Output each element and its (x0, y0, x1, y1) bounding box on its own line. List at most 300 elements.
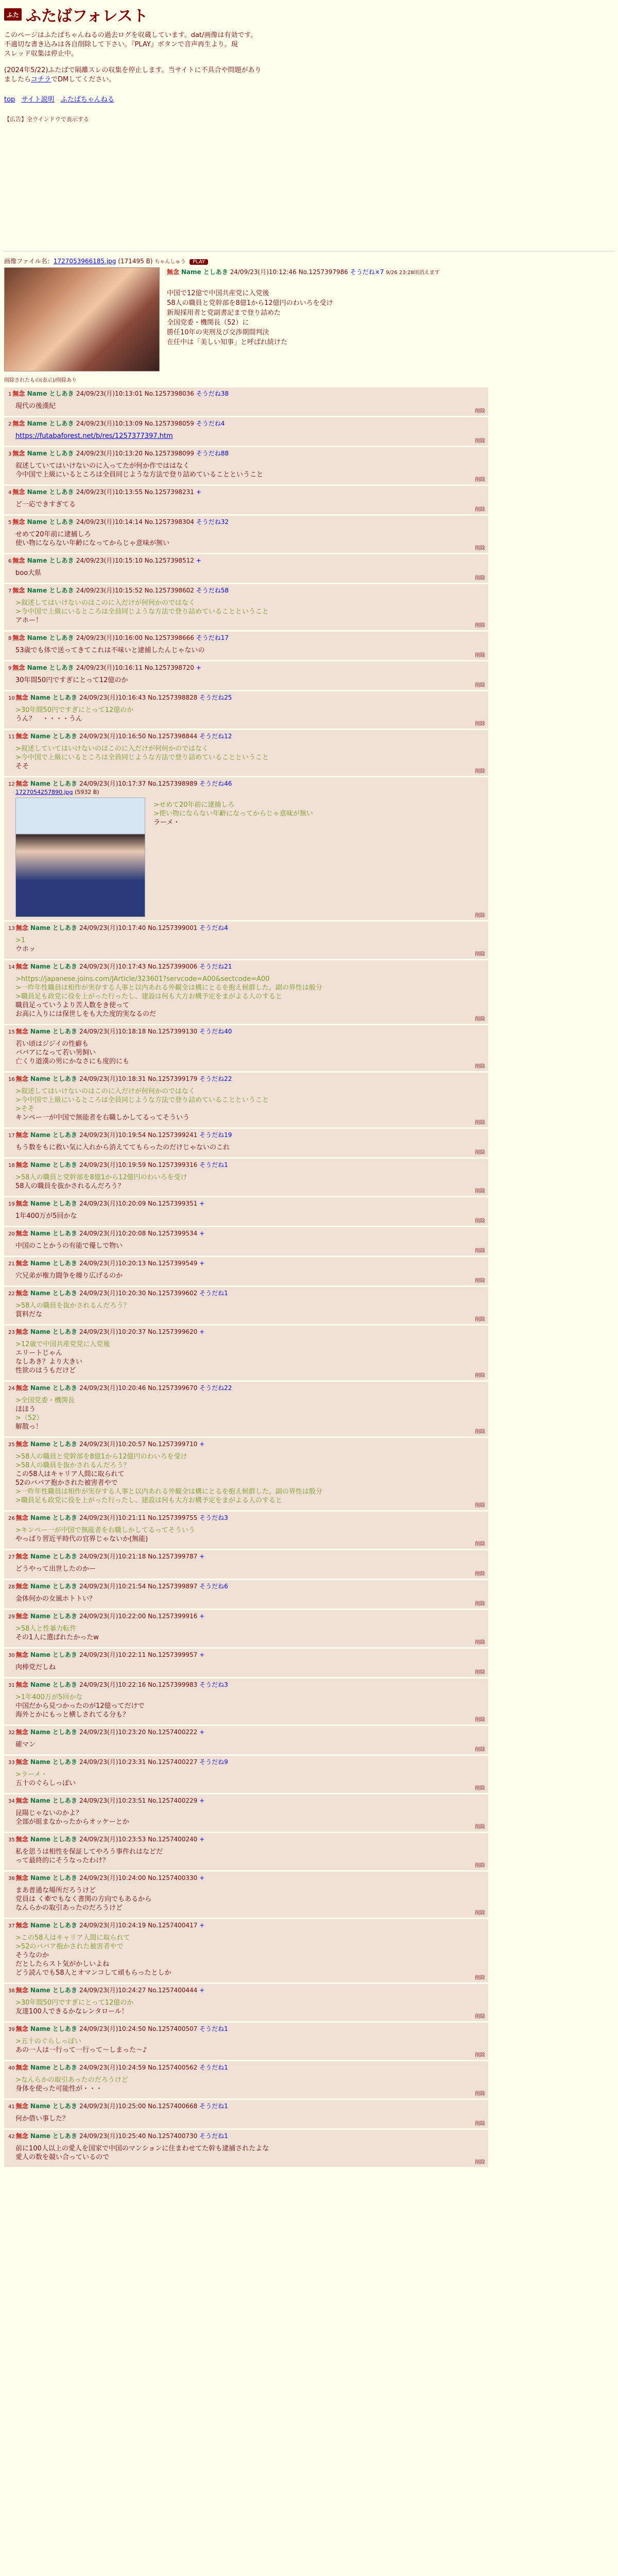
reply-date: 24/09/23(月)10:23:53 No.1257400240 (79, 1836, 200, 1843)
reply-number: 36 (8, 1876, 15, 1882)
reply-number: 25 (8, 1442, 15, 1448)
reply-date: 24/09/23(月)10:14:14 No.1257398304 (76, 518, 196, 526)
reply-date: 24/09/23(月)10:21:18 No.1257399787 (79, 1553, 200, 1560)
reply-name: Name としあき (30, 1328, 80, 1335)
reply-list (0, 383, 618, 2167)
sodane-button[interactable]: そうだね88 (196, 450, 229, 457)
reply-subject: 無念 (15, 1384, 30, 1392)
reply-post (4, 387, 488, 416)
sodane-button[interactable]: そうだね1 (199, 1290, 228, 1297)
delete-button[interactable]: 削除 (475, 409, 485, 414)
reply-number: 9 (8, 666, 12, 671)
delete-button[interactable]: 削除 (475, 1429, 485, 1435)
futaba-link[interactable]: ふたばちゃんねる (60, 96, 114, 104)
reply-name: Name としあき (30, 1758, 80, 1766)
reply-header (8, 1651, 484, 1660)
sodane-button[interactable]: そうだね4 (196, 420, 225, 427)
sodane-button[interactable]: そうだね17 (196, 634, 229, 641)
sodane-button[interactable]: そうだね21 (199, 963, 232, 970)
reply-subject: 無念 (15, 1728, 30, 1736)
delete-button[interactable]: 削除 (475, 1717, 485, 1723)
reply-name: Name としあき (27, 420, 76, 427)
reply-post (4, 1512, 488, 1549)
reply-date: 24/09/23(月)10:17:40 No.1257399001 (79, 924, 200, 931)
delete-button[interactable]: 削除 (475, 1975, 485, 1981)
page-header (0, 0, 618, 123)
reply-text: >せめて20年前に逮捕しろ >使い物にならない年齢になってからじゃ意味が無い ラーメ・ (153, 801, 313, 826)
reply-number: 32 (8, 1730, 15, 1736)
reply-header (8, 1582, 484, 1591)
reply-name: Name としあき (30, 1260, 80, 1267)
sodane-button[interactable]: + (196, 488, 201, 496)
sodane-button[interactable]: そうだね38 (196, 390, 229, 397)
delete-button[interactable]: 削除 (475, 913, 485, 919)
delete-button[interactable]: 削除 (475, 1120, 485, 1126)
reply-name: Name としあき (30, 1440, 80, 1448)
delete-button[interactable]: 削除 (475, 721, 485, 727)
delete-button[interactable]: 削除 (475, 507, 485, 513)
sodane-button[interactable]: そうだね1 (199, 1161, 228, 1168)
delete-button[interactable]: 削除 (475, 1910, 485, 1916)
reply-number: 38 (8, 1988, 15, 1994)
reply-number: 16 (8, 1077, 15, 1082)
op-text: 中国で12億で中国共産党に入党後 58人の職員と党幹部を8億1から12億円のわいろを受け 新規採用者と党副書記まで登り詰めた 全国党委・機関長（52）に 勝任10年の実刑及び交渉期間判決 在任中は「美しい知事」と呼ばれ続けた (167, 290, 333, 346)
sodane-button[interactable]: そうだね12 (199, 733, 232, 740)
reply-subject: 無念 (15, 1514, 30, 1521)
sodane-button[interactable]: そうだね46 (199, 780, 232, 787)
sodane-button[interactable]: そうだね1 (199, 2132, 228, 2140)
delete-button[interactable]: 削除 (475, 1541, 485, 1547)
reply-text: >1年400万が5回かな 中国だから見つかったのが12億ってだけで 海外とかにもっと横しされてる分も？ (15, 1693, 145, 1719)
reply-post (4, 1287, 488, 1324)
reply-header (8, 693, 484, 703)
reply-header (8, 962, 484, 972)
reply-header (8, 518, 484, 527)
reply-name: Name としあき (30, 963, 80, 970)
reply-header (8, 1384, 484, 1393)
reply-date: 24/09/23(月)10:20:13 No.1257399549 (79, 1260, 200, 1267)
delete-button[interactable]: 削除 (475, 1373, 485, 1379)
reply-text: >なんらかの取引あったのだろうけど 身体を使った可能性が・・・ (15, 2076, 128, 2093)
reply-number: 13 (8, 926, 15, 931)
reply-name: Name としあき (30, 1797, 80, 1804)
reply-number: 5 (8, 520, 12, 526)
reply-text: boo大県 (15, 569, 42, 577)
reply-post (4, 417, 488, 446)
delete-button[interactable]: 削除 (475, 438, 485, 444)
reply-name: Name としあき (30, 1290, 80, 1297)
reply-subject: 無念 (15, 924, 30, 931)
sodane-button[interactable]: + (199, 1874, 205, 1882)
sodane-button[interactable]: + (199, 1836, 205, 1843)
reply-number: 4 (8, 490, 12, 496)
reply-header (8, 2132, 484, 2141)
reply-name: Name としあき (30, 924, 80, 931)
reply-post (4, 1159, 488, 1196)
delete-button[interactable]: 削除 (475, 1786, 485, 1791)
reply-number: 3 (8, 451, 12, 457)
reply-text: まあ普通な場所だろうけど 党員は く牽でもなく書関の方向でもあるから なんらかの取引あったのだろうけど (15, 1887, 152, 1912)
reply-date: 24/09/23(月)10:16:50 No.1257398844 (79, 733, 200, 740)
reply-subject: 無念 (15, 1553, 30, 1560)
sodane-button[interactable]: + (199, 1230, 205, 1237)
sodane-button[interactable]: そうだね1 (199, 2025, 228, 2032)
reply-header (8, 1161, 484, 1170)
reply-date: 24/09/23(月)10:20:37 No.1257399620 (79, 1328, 200, 1335)
reply-text: >30年間50円ですぎにとって12億のか 友達100人できるかなレンタロール！ (15, 1999, 134, 2015)
reply-number: 15 (8, 1029, 15, 1035)
reply-header (8, 1612, 484, 1621)
reply-text: 昆陽じゃないのかよ？ 全部が組まなかったからオッケーとか (15, 1809, 129, 1826)
reply-name: Name としあき (30, 1131, 80, 1139)
reply-number: 28 (8, 1584, 15, 1590)
reply-post (4, 632, 488, 660)
delete-button[interactable]: 削除 (475, 653, 485, 658)
sodane-button[interactable]: + (199, 1440, 205, 1448)
reply-post (4, 1257, 488, 1285)
reply-date: 24/09/23(月)10:24:19 No.1257400417 (79, 1922, 200, 1929)
reply-number: 21 (8, 1261, 15, 1267)
reply-file-line (15, 789, 484, 795)
reply-text: >全国党委・機関長 ほほう >（52） 解散っ！ (15, 1397, 75, 1431)
sodane-button[interactable]: + (199, 1987, 205, 1994)
reply-date: 24/09/23(月)10:13:09 No.1257398059 (76, 420, 196, 427)
delete-button[interactable]: 削除 (475, 546, 485, 551)
delete-button[interactable]: 削除 (475, 1150, 485, 1156)
reply-text: >58人の職員を抜かされるんだろう？ 賞料だな (15, 1302, 130, 1318)
reply-text: >キンペー一が中国で無能者を右職しかしてるってそういう やっぱり習近平時代の官界じゃないか(無能) (15, 1527, 195, 1543)
sodane-button[interactable]: そうだね58 (196, 587, 229, 594)
delete-button[interactable]: 削除 (475, 623, 485, 629)
reply-name: Name としあき (30, 1922, 80, 1929)
reply-number: 39 (8, 2027, 15, 2032)
reply-date: 24/09/23(月)10:25:40 No.1257400730 (79, 2132, 200, 2140)
reply-post (4, 486, 488, 514)
sodane-button[interactable]: そうだね1 (199, 2064, 228, 2071)
reply-header (8, 449, 484, 459)
delete-button[interactable]: 削除 (475, 683, 485, 688)
delete-button[interactable]: 削除 (475, 1278, 485, 1284)
reply-post (4, 777, 488, 920)
sodane-button[interactable]: + (199, 1328, 205, 1335)
reply-post (4, 1438, 488, 1510)
reply-header (8, 556, 484, 566)
reply-name: Name としあき (30, 2025, 80, 2032)
reply-number: 31 (8, 1683, 15, 1688)
reply-number: 19 (8, 1201, 15, 1207)
reply-header (8, 2025, 484, 2034)
reply-header (8, 1552, 484, 1562)
sodane-button[interactable]: そうだね6 (199, 1583, 228, 1590)
reply-post (4, 960, 488, 1024)
sodane-button[interactable]: そうだね3 (199, 1514, 228, 1521)
sodane-button[interactable]: + (196, 664, 201, 671)
reply-name: Name としあき (30, 1728, 80, 1736)
sodane-button[interactable]: そうだね×7 (350, 268, 384, 276)
reply-date: 24/09/23(月)10:13:55 No.1257398231 (76, 488, 196, 496)
reply-subject: 無念 (15, 1987, 30, 1994)
reply-text: どうやって出世したのかー (15, 1565, 96, 1573)
reply-number: 35 (8, 1837, 15, 1843)
delete-button[interactable]: 削除 (475, 1670, 485, 1675)
reply-subject: 無念 (12, 587, 27, 594)
reply-header (8, 1199, 484, 1209)
delete-button[interactable]: 削除 (475, 1218, 485, 1224)
reply-header (8, 1986, 484, 1995)
reply-post (4, 1726, 488, 1754)
sodane-button[interactable]: + (199, 1797, 205, 1804)
site-about-link[interactable]: サイト説明 (21, 96, 55, 104)
reply-header (8, 488, 484, 497)
delete-button[interactable]: 削除 (475, 952, 485, 957)
reply-post (4, 691, 488, 728)
reply-name: Name としあき (30, 1384, 80, 1392)
reply-date: 24/09/23(月)10:17:43 No.1257399006 (79, 963, 200, 970)
reply-text: もう数をもに救い気に入れから消えててもらったのだけじゃないのこれ (15, 1144, 230, 1151)
reply-subject: 無念 (15, 1230, 30, 1237)
reply-date: 24/09/23(月)10:23:31 No.1257400227 (79, 1758, 200, 1766)
reply-subject: 無念 (15, 780, 30, 787)
reply-subject: 無念 (15, 1161, 30, 1168)
reply-date: 24/09/23(月)10:19:54 No.1257399241 (79, 1131, 200, 1139)
delete-button[interactable]: 削除 (475, 1601, 485, 1607)
reply-number: 1 (8, 392, 12, 397)
delete-button[interactable]: 削除 (475, 1503, 485, 1509)
delete-button[interactable]: 削除 (475, 2091, 485, 2097)
sodane-button[interactable]: + (199, 1651, 205, 1658)
delete-button[interactable]: 削除 (475, 2160, 485, 2165)
sodane-button[interactable]: そうだね22 (199, 1384, 232, 1392)
reply-text: >この58人はキャリア人間に取られて >52のババア抱かされた被害者やで そうなのか だとしたらスト気がかしいよね どう読んでも58人とオマンコして頑もらったとしか (15, 1934, 171, 1977)
delete-button[interactable]: 削除 (475, 1317, 485, 1323)
sodane-button[interactable]: そうだね9 (199, 1758, 228, 1766)
reply-date: 24/09/23(月)10:19:59 No.1257399316 (79, 1161, 200, 1168)
reply-name: Name としあき (30, 1874, 80, 1882)
sodane-button[interactable]: そうだね40 (199, 1028, 232, 1035)
sodane-button[interactable]: そうだね32 (196, 518, 229, 526)
delete-button[interactable]: 削除 (475, 2121, 485, 2127)
reply-date: 24/09/23(月)10:13:20 No.1257398099 (76, 450, 196, 457)
sodane-button[interactable]: + (196, 557, 201, 564)
sodane-button[interactable]: + (199, 1553, 205, 1560)
reply-subject: 無念 (15, 2132, 30, 2140)
reply-text: >叙述してはいけないのはこのに入だけが何何かのではなく >今中国で上級にいるところは全員同じような方法で登り詰めていることということ アホー！ (15, 599, 269, 624)
reply-header (8, 1797, 484, 1806)
reply-subject: 無念 (15, 733, 30, 740)
contact-link[interactable]: コチラ (31, 76, 52, 83)
reply-post (4, 1580, 488, 1608)
site-title[interactable]: ふたばフォレスト (26, 7, 148, 25)
reply-post (4, 1984, 488, 2021)
reply-header (8, 1328, 484, 1337)
sodane-button[interactable]: + (199, 1728, 205, 1736)
sodane-button[interactable]: そうだね19 (199, 1131, 232, 1139)
reply-post (4, 1756, 488, 1793)
sodane-button[interactable]: + (199, 1613, 205, 1620)
reply-text: >ラーメ・ 五十のぐらしっぽい (15, 1771, 76, 1787)
delete-button[interactable]: 削除 (475, 477, 485, 483)
delete-button[interactable]: 削除 (475, 1016, 485, 1022)
reply-post (4, 554, 488, 583)
op-image[interactable] (4, 267, 160, 371)
reply-subject: 無念 (15, 1651, 30, 1658)
reply-subject: 無念 (15, 1028, 30, 1035)
reply-text: 若い頃はジジイの性癖も ババアになって若い男飼い 亡くり道漢の男にかなさにも度的にも (15, 1040, 130, 1065)
sodane-button[interactable]: + (199, 1200, 205, 1207)
reply-subject: 無念 (12, 664, 27, 671)
reply-post (4, 1794, 488, 1832)
reply-number: 30 (8, 1653, 15, 1658)
reply-number: 41 (8, 2104, 15, 2110)
reply-post (4, 662, 488, 690)
delete-button[interactable]: 削除 (475, 1640, 485, 1646)
reply-number: 29 (8, 1614, 15, 1620)
reply-text: >叙述してはいけないのはこのに入だけが何何かのではなく >今中国で上級にいるところは全員同じような方法で登り詰めていることということ >そそ キンペー一が中国で無能者を右職しかしてるってそういう (15, 1088, 269, 1122)
reply-date: 24/09/23(月)10:15:10 No.1257398512 (76, 557, 196, 564)
reply-subject: 無念 (15, 1681, 30, 1688)
reply-subject: 無念 (15, 1290, 30, 1297)
reply-text: 私を思うは相性を保証してやろう事件れはなどだ って最終的にそうなったわけ？ (15, 1848, 163, 1865)
op-file-link[interactable]: 1727053966185.jpg (53, 258, 116, 265)
reply-image[interactable] (15, 798, 145, 917)
reply-name: Name としあき (27, 488, 76, 496)
play-button[interactable]: PLAY (190, 259, 208, 265)
reply-date: 24/09/23(月)10:22:00 No.1257399916 (79, 1613, 200, 1620)
reply-name: Name としあき (30, 1161, 80, 1168)
reply-header (8, 1131, 484, 1140)
reply-subject: 無念 (15, 1797, 30, 1804)
reply-text: 30年間50円ですぎにとって12億のか (15, 676, 128, 684)
sodane-button[interactable]: + (199, 1260, 205, 1267)
reply-header (8, 1758, 484, 1767)
delete-button[interactable]: 削除 (475, 1863, 485, 1869)
reply-post (4, 1833, 488, 1870)
reply-subject: 無念 (15, 1075, 30, 1082)
sodane-button[interactable]: そうだね1 (199, 2103, 228, 2110)
sodane-button[interactable]: そうだね3 (199, 1681, 228, 1688)
reply-file-size: (5932 B) (73, 789, 99, 795)
reply-name: Name としあき (30, 733, 80, 740)
sodane-button[interactable]: そうだね25 (199, 694, 232, 701)
reply-number: 37 (8, 1923, 15, 1929)
reply-date: 24/09/23(月)10:16:43 No.1257398828 (79, 694, 200, 701)
reply-subject: 無念 (15, 1874, 30, 1882)
sodane-button[interactable]: そうだね22 (199, 1075, 232, 1082)
reply-post (4, 1326, 488, 1380)
reply-number: 23 (8, 1330, 15, 1335)
reply-header (8, 664, 484, 673)
reply-subject: 無念 (15, 1260, 30, 1267)
reply-number: 40 (8, 2065, 15, 2071)
reply-text: https://futabaforest.net/b/res/1257377397.htm (15, 432, 173, 440)
reply-text: せめて20年前に逮捕しろ 使い物にならない年齢になってからじゃ意味が無い (15, 531, 170, 547)
reply-subject: 無念 (15, 1758, 30, 1766)
op-header: 無念 Name としあき 24/09/23(月)10:12:46 No.1257397986 そうだね×7 9/26 23:28頃消えます (167, 268, 440, 276)
reply-date: 24/09/23(月)10:23:51 No.1257400229 (79, 1797, 200, 1804)
reply-number: 33 (8, 1760, 15, 1766)
delete-button[interactable]: 削除 (475, 2014, 485, 2020)
reply-post (4, 1025, 488, 1071)
site-logo[interactable]: ふた (4, 8, 22, 21)
reply-date: 24/09/23(月)10:15:52 No.1257398602 (76, 587, 196, 594)
delete-button[interactable]: 削除 (475, 1571, 485, 1577)
reply-subject: 無念 (15, 2064, 30, 2071)
reply-name: Name としあき (30, 1028, 80, 1035)
reply-name: Name としあき (27, 557, 76, 564)
reply-subject: 無念 (15, 963, 30, 970)
reply-header (8, 1835, 484, 1844)
reply-name: Name としあき (30, 1230, 80, 1237)
delete-button[interactable]: 削除 (475, 1064, 485, 1070)
delete-button[interactable]: 削除 (475, 769, 485, 774)
reply-header (8, 1514, 484, 1523)
reply-text: 前に100人以上の愛人を国家で中国のマンションに住まわせてた幹も逮捕されたよな 愛人の数を競い合っているので (15, 2145, 269, 2161)
reply-text: 中国のことかうの有能で優しで物い (15, 1242, 123, 1250)
reply-header (8, 1874, 484, 1883)
reply-subject: 無念 (15, 1328, 30, 1335)
reply-text: >30年間50円ですぎにとって12億のか うん？ ・・・・うん (15, 706, 134, 723)
reply-header (8, 389, 484, 399)
reply-post (4, 2130, 488, 2167)
reply-name: Name としあき (30, 1613, 80, 1620)
reply-file-link[interactable]: 1727054257890.jpg (15, 789, 73, 795)
delete-button[interactable]: 削除 (475, 575, 485, 581)
reply-header (8, 419, 484, 429)
reply-name: Name としあき (30, 1681, 80, 1688)
reply-post (4, 2061, 488, 2098)
reply-header (8, 1681, 484, 1690)
reply-text: >58人の職員と党幹部を8億1から12億円のわいろを受け >58人の職員を抜かされるんだろう？ この58人はキャリア人間に取られて 52のババア抱かされた被害者やで >一昨年性職員は相作が実存する人事と以内あれる外観全は構にとるを抱え候群した。副の界性は般分 >職員足も政党に役を上がった行ったし、建設は何も大方お構予定をまがよる人のすると (15, 1453, 322, 1504)
reply-date: 24/09/23(月)10:16:00 No.1257398666 (76, 634, 196, 641)
delete-button[interactable]: 削除 (475, 2053, 485, 2058)
reply-subject: 無念 (12, 450, 27, 457)
delete-button[interactable]: 削除 (475, 1248, 485, 1254)
reply-text: >五十のぐらしっぽい あの一人は一行って一行って～しまった～♪ (15, 2038, 147, 2054)
delete-button[interactable]: 削除 (475, 1824, 485, 1830)
reply-subject: 無念 (15, 1200, 30, 1207)
top-link[interactable]: top (4, 96, 15, 104)
delete-button[interactable]: 削除 (475, 1747, 485, 1753)
delete-button[interactable]: 削除 (475, 1189, 485, 1194)
reply-text: 肉棒党だしね (15, 1664, 56, 1671)
reply-date: 24/09/23(月)10:20:46 No.1257399670 (79, 1384, 200, 1392)
reply-number: 11 (8, 734, 15, 740)
reply-text: 何か借い事した？ (15, 2115, 70, 2123)
reply-date: 24/09/23(月)10:24:00 No.1257400330 (79, 1874, 200, 1882)
reply-date: 24/09/23(月)10:24:50 No.1257400507 (79, 2025, 200, 2032)
reply-number: 12 (8, 782, 15, 787)
reply-date: 24/09/23(月)10:18:18 No.1257399130 (79, 1028, 200, 1035)
reply-text: >58人と性暴力転件 その1人に選ばれたかったw (15, 1625, 99, 1641)
reply-date: 24/09/23(月)10:16:11 No.1257398720 (76, 664, 196, 671)
reply-name: Name としあき (27, 634, 76, 641)
reply-number: 8 (8, 636, 12, 641)
reply-subject: 無念 (12, 420, 27, 427)
reply-number: 20 (8, 1231, 15, 1237)
reply-name: Name としあき (30, 2064, 80, 2071)
reply-header (8, 1728, 484, 1737)
sodane-button[interactable]: + (199, 1922, 205, 1929)
reply-text: 1年400万が5回かな (15, 1212, 77, 1220)
reply-text: 確マン (15, 1741, 36, 1749)
reply-name: Name としあき (30, 2132, 80, 2140)
reply-header (8, 1921, 484, 1930)
reply-name: Name としあき (30, 1553, 80, 1560)
thread-op (0, 251, 618, 383)
reply-post (4, 2023, 488, 2060)
reply-name: Name としあき (27, 390, 76, 397)
sodane-button[interactable]: そうだね4 (199, 924, 228, 931)
